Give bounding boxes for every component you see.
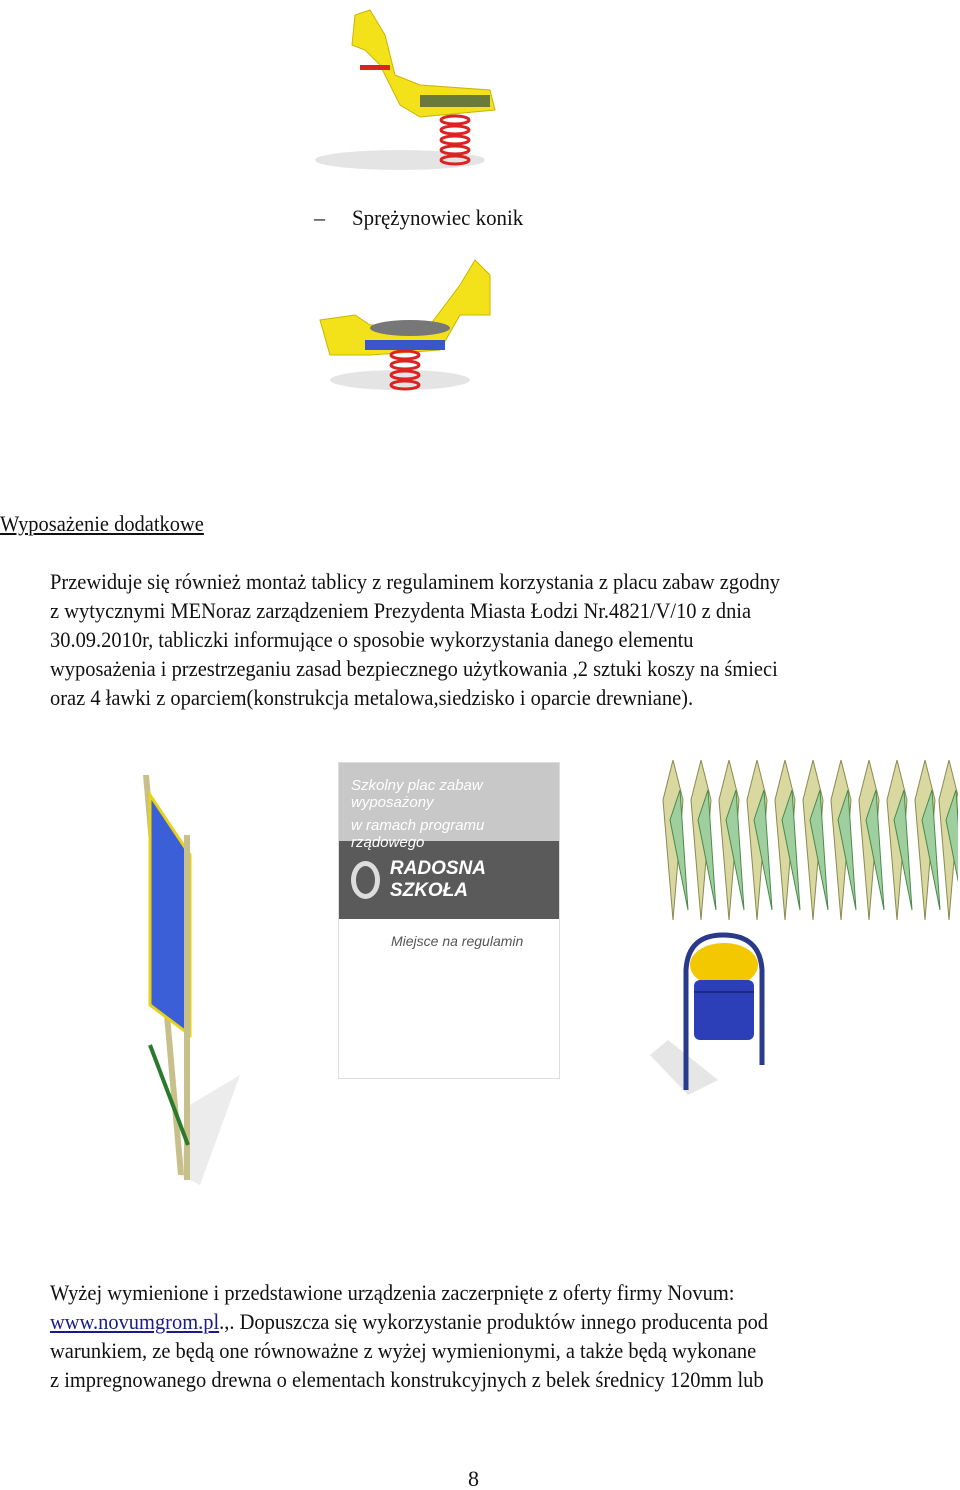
radosna-szkola-sign-image — [338, 762, 560, 1079]
paragraph-line: wyposażenia i przestrzeganiu zasad bezpiecznego użytkowania ,2 sztuki koszy na śmieci — [50, 656, 778, 681]
benches-image — [658, 760, 958, 925]
paragraph-line: oraz 4 ławki z oparciem(konstrukcja metalowa,siedzisko i oparcie drewniane). — [50, 685, 694, 710]
section-heading: Wyposażenie dodatkowe — [0, 511, 204, 536]
giraffe-spring-rider-image — [310, 5, 510, 175]
sign-title-line1: Szkolny plac zabaw wyposażony — [351, 777, 483, 811]
paragraph-text: .,. Dopuszcza się wykorzystanie produktów innego producenta pod — [219, 1309, 769, 1334]
page-number: 8 — [468, 1466, 479, 1490]
sign-brand: RADOSNA SZKOŁA — [389, 858, 486, 901]
trash-bin-image — [648, 930, 773, 1095]
paragraph-line: 30.09.2010r, tabliczki informujące o sposobie wykorzystania danego elementu — [50, 627, 694, 652]
list-item-label: Sprężynowiec konik — [352, 205, 524, 230]
horse-spring-rider-image — [310, 255, 500, 400]
information-board-image — [140, 775, 250, 1185]
logo-ring-icon — [351, 861, 380, 899]
paragraph-line: Przewiduje się również montaż tablicy z regulaminem korzystania z placu zabaw zgodny — [50, 569, 781, 594]
paragraph-line — [50, 1307, 768, 1336]
paragraph-line: z impregnowanego drewna o elementach konstrukcyjnych z belek średnicy 120mm lub — [50, 1367, 764, 1392]
sign-placeholder-text: Miejsce na regulamin — [391, 933, 524, 949]
paragraph-line: warunkiem, ze będą one równoważne z wyżej wymienionymi, a także będą wykonane — [50, 1338, 757, 1363]
sign-title-line2: w ramach programu rządowego — [351, 817, 485, 851]
novum-website-link[interactable]: www.novumgrom.pl — [50, 1309, 220, 1334]
list-bullet: – — [314, 205, 325, 230]
paragraph-line: Wyżej wymienione i przedstawione urządzenia zaczerpnięte z oferty firmy Novum: — [50, 1280, 735, 1305]
paragraph-line: z wytycznymi MENoraz zarządzeniem Prezydenta Miasta Łodzi Nr.4821/V/10 z dnia — [50, 598, 752, 623]
